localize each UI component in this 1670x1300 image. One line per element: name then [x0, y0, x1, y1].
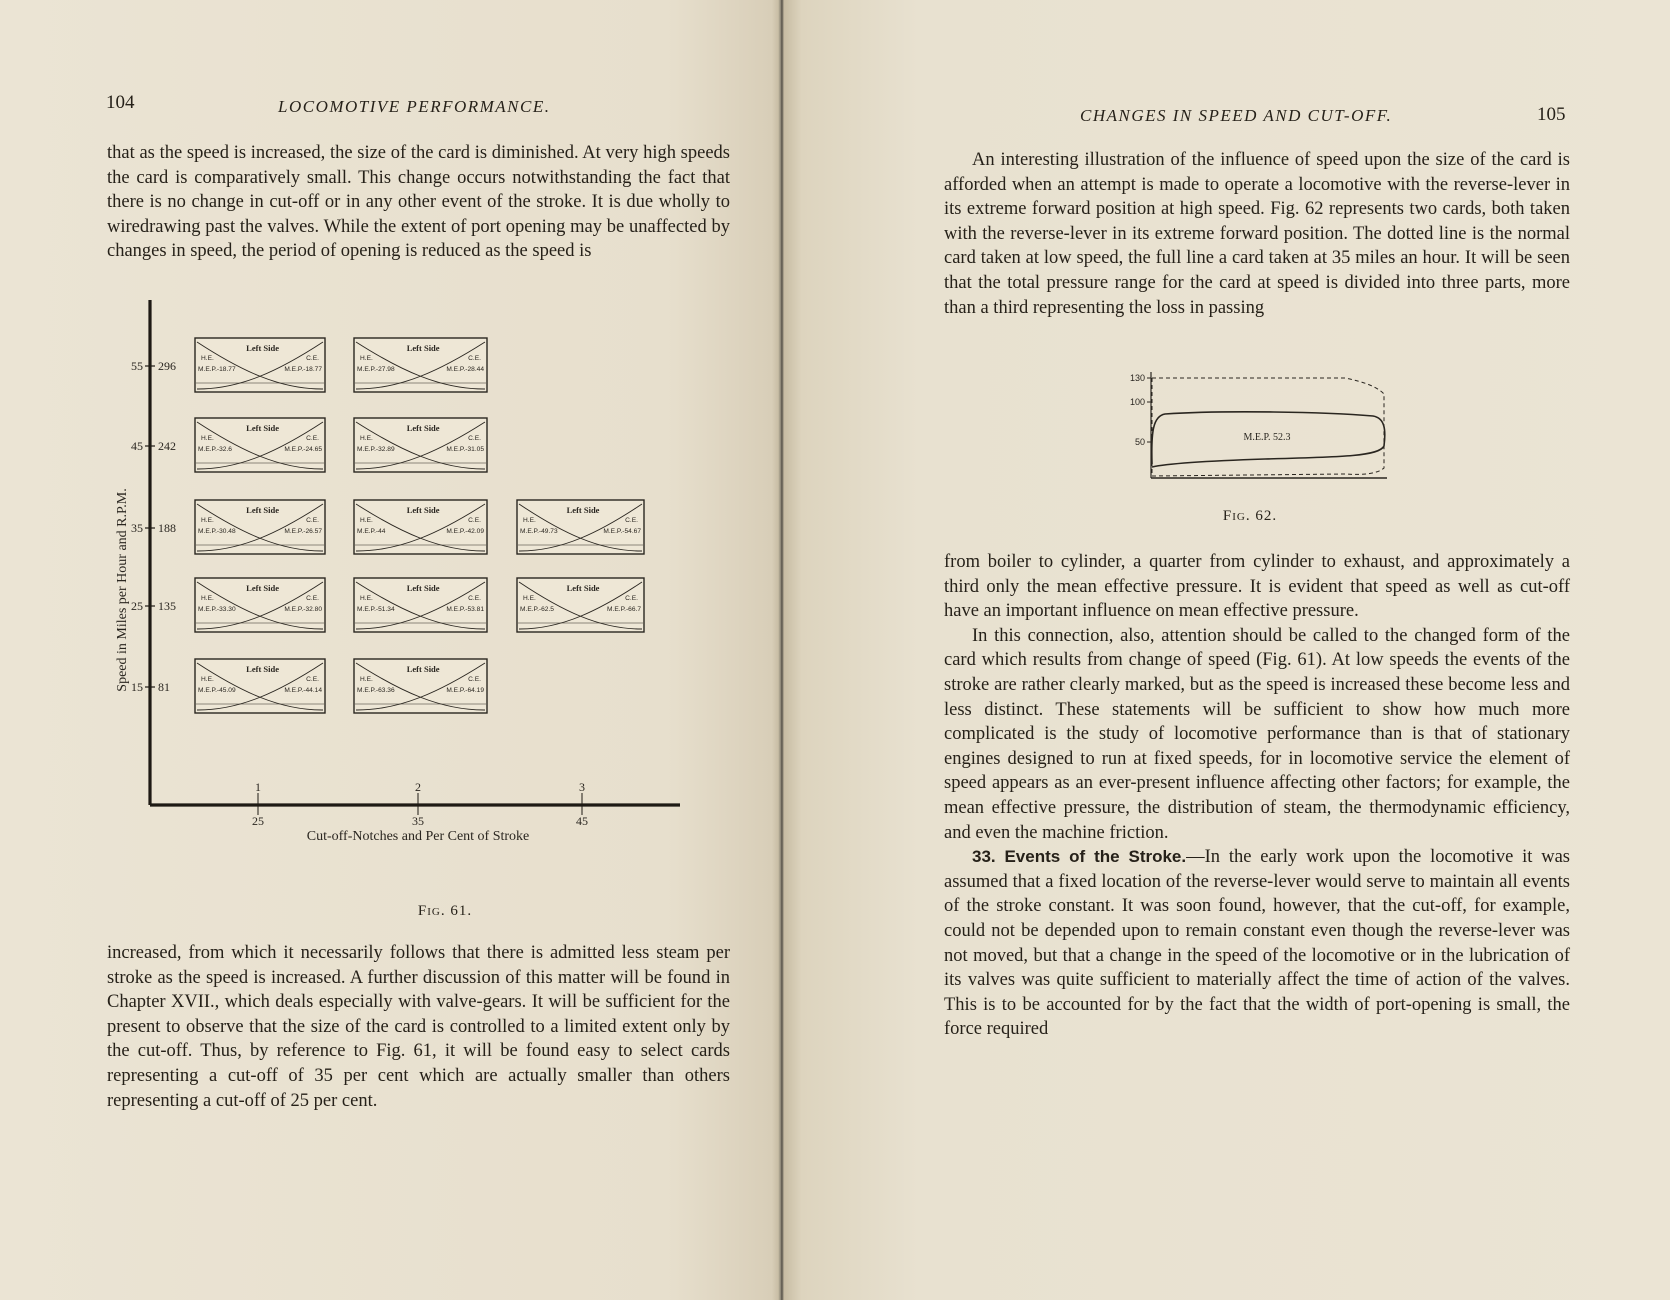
x-tick-percent-label: 45 [576, 814, 588, 828]
right-body [944, 550, 1570, 1042]
indicator-card [195, 659, 325, 713]
section-text: —In the early work upon the locomotive it was assumed that a fixed location of the reverse-lever would serve to maintain all events of the stroke constant. It was soon found, however, that the cut-off, for example, could not be depended upon to remain constant even though the reverse-lever was not moved, but that a change in the speed of the locomotive or in the lubrication of its valves was quite sufficient to materially affect the time of action of the valves. This is to be accounted for by the fact that the width of port-opening is small, the force required [944, 847, 1570, 1040]
x-tick-percent-label: 25 [252, 814, 264, 828]
right-page-number: 105 [1537, 104, 1566, 125]
x-tick-notch-label: 1 [255, 780, 261, 794]
he-mep-label: M.E.P.-63.36 [357, 687, 395, 694]
he-mep-label: M.E.P.-45.09 [198, 687, 236, 694]
he-mep-label: M.E.P.-51.34 [357, 606, 395, 613]
x-tick-notch-label: 3 [579, 780, 585, 794]
y-tick-label: 100 [1129, 397, 1145, 407]
left-paragraph-top [107, 141, 730, 264]
ce-label: C.E. [468, 676, 481, 683]
ce-mep-label: M.E.P.-44.14 [284, 687, 322, 694]
x-axis-label: Cut-off-Notches and Per Cent of Stroke [306, 829, 530, 844]
card-title: Left Side [406, 343, 440, 353]
card-title: Left Side [246, 583, 280, 593]
ce-label: C.E. [306, 517, 319, 524]
indicator-card [354, 500, 487, 554]
y-tick-rpm-label: 188 [158, 521, 176, 535]
ce-mep-label: M.E.P.-66.7 [607, 606, 641, 613]
he-mep-label: M.E.P.-49.73 [520, 528, 558, 535]
left-page-number: 104 [106, 92, 135, 113]
section-number: 33. [972, 847, 996, 867]
he-mep-label: M.E.P.-32.6 [198, 446, 232, 453]
card-title: Left Side [406, 583, 440, 593]
y-axis-label: Speed in Miles per Hour and R.P.M. [115, 488, 130, 692]
x-tick-notch-label: 2 [415, 780, 421, 794]
indicator-card [517, 578, 644, 632]
y-tick-mph-label: 15 [131, 680, 143, 694]
paragraph: An interesting illustration of the influence of speed upon the size of the card is afforded when an attempt is made to operate a locomotive with the reverse-lever in its extreme forward position at high speed. Fig. 62 represents two cards, both taken with the reverse-lever in its extreme forward position. The dotted line is the normal card taken at low speed, the full line a card taken at 35 miles an hour. It will be seen that the total pressure range for the card at speed is divided into three parts, more than a third representing the loss in passing [944, 150, 1570, 318]
ce-label: C.E. [306, 676, 319, 683]
ce-mep-label: M.E.P.-28.44 [446, 366, 484, 373]
he-label: H.E. [523, 595, 536, 602]
he-mep-label: M.E.P.-18.77 [198, 366, 236, 373]
he-label: H.E. [201, 676, 214, 683]
indicator-card [354, 338, 487, 392]
ce-mep-label: M.E.P.-53.81 [446, 606, 484, 613]
card-title: Left Side [566, 583, 600, 593]
ce-mep-label: M.E.P.-31.05 [446, 446, 484, 453]
mep-label: M.E.P. 52.3 [1243, 432, 1291, 443]
section-title: Events of the Stroke. [1004, 847, 1187, 867]
y-tick-rpm-label: 135 [158, 599, 176, 613]
card-title: Left Side [246, 505, 280, 515]
ce-mep-label: M.E.P.-64.19 [446, 687, 484, 694]
he-label: H.E. [201, 517, 214, 524]
he-mep-label: M.E.P.-62.5 [520, 606, 554, 613]
indicator-card [517, 500, 644, 554]
ce-mep-label: M.E.P.-54.67 [603, 528, 641, 535]
right-page [785, 0, 1670, 1300]
he-label: H.E. [201, 435, 214, 442]
he-mep-label: M.E.P.-27.98 [357, 366, 395, 373]
he-label: H.E. [201, 355, 214, 362]
he-label: H.E. [360, 595, 373, 602]
y-tick-label: 50 [1134, 437, 1145, 447]
card-title: Left Side [406, 505, 440, 515]
he-label: H.E. [360, 435, 373, 442]
ce-label: C.E. [306, 595, 319, 602]
right-running-head: CHANGES IN SPEED AND CUT-OFF. [1080, 106, 1393, 125]
ce-label: C.E. [468, 435, 481, 442]
ce-label: C.E. [625, 595, 638, 602]
indicator-card [354, 578, 487, 632]
right-paragraph-1 [944, 148, 1570, 320]
indicator-card [195, 418, 325, 472]
he-mep-label: M.E.P.-33.30 [198, 606, 236, 613]
y-tick-rpm-label: 242 [158, 439, 176, 453]
y-tick-mph-label: 35 [131, 521, 143, 535]
card-title: Left Side [246, 343, 280, 353]
fig62-caption: Fig. 62. [1222, 508, 1278, 524]
fig61-caption: Fig. 61. [417, 903, 473, 919]
ce-label: C.E. [468, 595, 481, 602]
card-title: Left Side [246, 664, 280, 674]
y-tick-rpm-label: 296 [158, 359, 176, 373]
indicator-card [354, 659, 487, 713]
fig62-chart [1105, 360, 1405, 490]
y-tick-mph-label: 45 [131, 439, 143, 453]
indicator-card [195, 500, 325, 554]
y-tick-rpm-label: 81 [158, 680, 170, 694]
x-tick-percent-label: 35 [412, 814, 424, 828]
he-label: H.E. [360, 517, 373, 524]
card-title: Left Side [246, 423, 280, 433]
fig61-chart [110, 300, 730, 890]
paragraph: from boiler to cylinder, a quarter from cylinder to exhaust, and approximately a third only the mean effective pressure. It is evident that speed as well as cut-off have an important influence on mean effective pressure. [944, 552, 1570, 622]
normal-card-dotted-line [1152, 378, 1384, 476]
left-paragraph-bottom [107, 941, 730, 1113]
ce-mep-label: M.E.P.-18.77 [284, 366, 322, 373]
left-page [0, 0, 775, 1300]
he-mep-label: M.E.P.-44 [357, 528, 386, 535]
ce-mep-label: M.E.P.-26.57 [284, 528, 322, 535]
ce-label: C.E. [306, 435, 319, 442]
paragraph: that as the speed is increased, the size of the card is diminished. At very high speeds the card is comparatively small. This change occurs notwithstanding the fact that there is no change in cut-off or in any other event of the stroke. It is due wholly to wiredrawing past the valves. While the extent of port opening may be unaffected by changes in speed, the period of opening is reduced as the speed is [107, 143, 730, 262]
he-label: H.E. [360, 355, 373, 362]
left-running-head: LOCOMOTIVE PERFORMANCE. [278, 97, 551, 116]
indicator-card [354, 418, 487, 472]
ce-label: C.E. [306, 355, 319, 362]
indicator-card [195, 578, 325, 632]
card-title: Left Side [406, 423, 440, 433]
ce-label: C.E. [468, 355, 481, 362]
ce-label: C.E. [625, 517, 638, 524]
indicator-card [195, 338, 325, 392]
section-paragraph [944, 845, 1570, 1042]
he-label: H.E. [201, 595, 214, 602]
y-tick-mph-label: 25 [131, 599, 143, 613]
y-tick-mph-label: 55 [131, 359, 143, 373]
he-mep-label: M.E.P.-30.48 [198, 528, 236, 535]
ce-label: C.E. [468, 517, 481, 524]
card-title: Left Side [406, 664, 440, 674]
paragraph: increased, from which it necessarily follows that there is admitted less steam per stroke as the speed is increased. A further discussion of this matter will be found in Chapter XVII., which deals especially with valve-gears. It will be sufficient for the present to observe that the size of the card is controlled to a limited extent only by the cut-off. Thus, by reference to Fig. 61, it will be found easy to select cards representing a cut-off of 35 per cent which are actually smaller than others representing a cut-off of 25 per cent. [107, 943, 730, 1111]
paragraph: In this connection, also, attention should be called to the changed form of the card which results from change of speed (Fig. 61). At low speeds the events of the stroke are rather clearly marked, but as the speed is increased these become less and less distinct. These statements will be sufficient to show how much more complicated is the study of locomotive performance than is that of stationary engines designed to run at fixed speeds, for in locomotive service the element of speed appears as an ever-present influence affecting other factors; for example, the mean effective pressure, the distribution of steam, the thermodynamic efficiency, and even the machine friction. [944, 625, 1570, 843]
card-title: Left Side [566, 505, 600, 515]
y-tick-label: 130 [1129, 373, 1145, 383]
he-label: H.E. [360, 676, 373, 683]
ce-mep-label: M.E.P.-24.65 [284, 446, 322, 453]
he-mep-label: M.E.P.-32.89 [357, 446, 395, 453]
ce-mep-label: M.E.P.-32.80 [284, 606, 322, 613]
he-label: H.E. [523, 517, 536, 524]
ce-mep-label: M.E.P.-42.09 [446, 528, 484, 535]
